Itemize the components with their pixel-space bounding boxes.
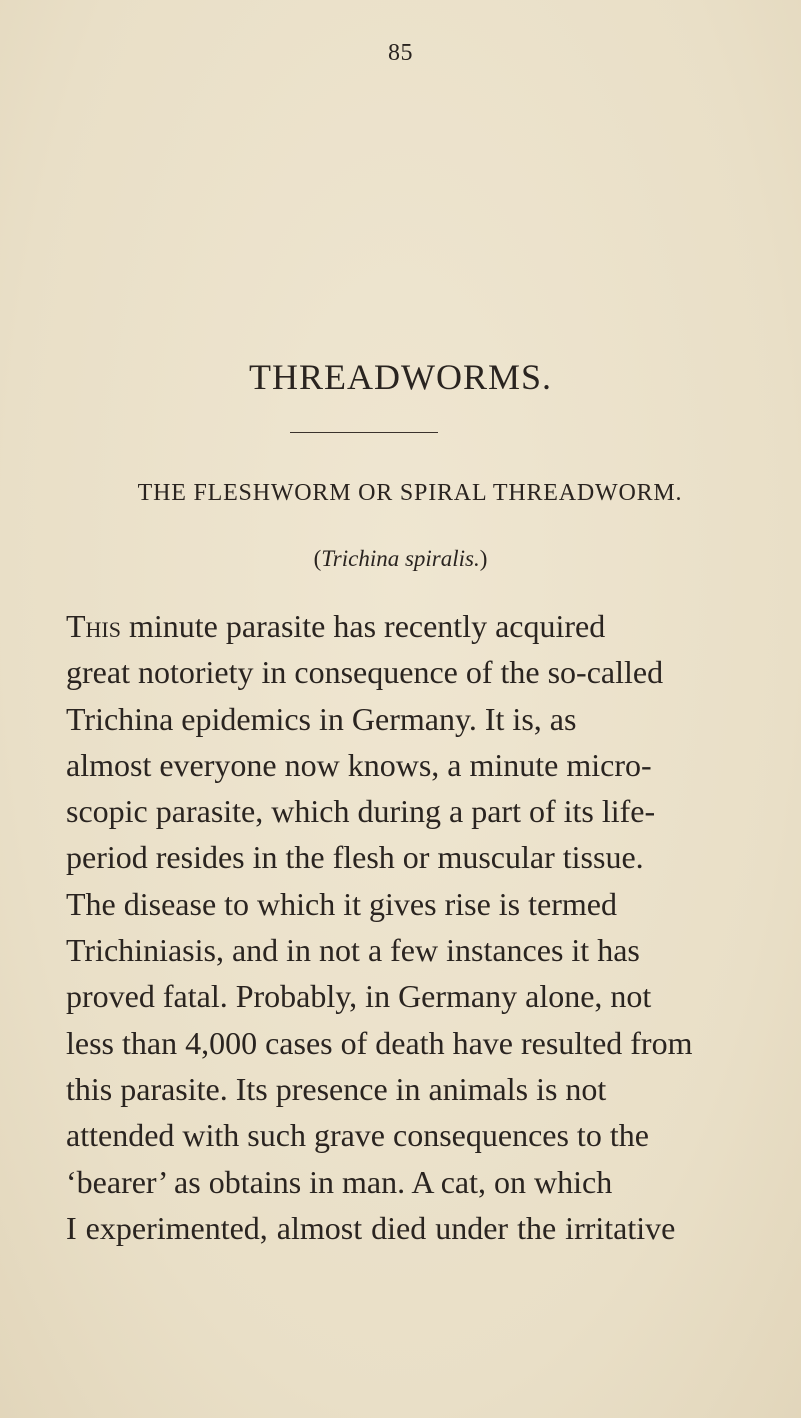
text-line: this parasite. Its presence in animals is not — [66, 1070, 607, 1107]
text-line: great notoriety in consequence of the so-called — [66, 654, 664, 691]
chapter-title: THREADWORMS. — [248, 357, 552, 397]
scientific-name — [0, 546, 801, 572]
page-number: 85 — [388, 40, 413, 66]
text-line: period resides in the flesh or muscular tissue. — [66, 839, 644, 876]
paren-open: ( — [313, 546, 322, 571]
text-line: proved fatal. Probably, in Germany alone, not — [66, 978, 652, 1015]
text-line: I experimented, almost died under the irritative — [66, 1209, 676, 1246]
scientific-name-italic: Trichina spiralis. — [321, 546, 480, 571]
paren-close: ) — [479, 546, 488, 571]
text-line: ‘bearer’ as obtains in man. A cat, on which — [66, 1163, 613, 1200]
text-line: Trichiniasis, and in not a few instances it has — [66, 932, 640, 969]
text-line: scopic parasite, which during a part of its life- — [66, 793, 656, 830]
text-line: Trichina epidemics in Germany. It is, as — [66, 700, 577, 737]
text-line — [66, 603, 776, 649]
title-divider — [290, 432, 438, 433]
text-line: less than 4,000 cases of death have resulted from — [66, 1024, 693, 1061]
first-word: This — [66, 608, 121, 644]
section-heading: THE FLESHWORM OR SPIRAL THREADWORM. — [137, 480, 683, 506]
first-line-rest: minute parasite has recently acquired — [121, 608, 606, 644]
body-paragraph — [66, 603, 776, 1251]
text-line: The disease to which it gives rise is termed — [66, 885, 617, 922]
text-line: attended with such grave consequences to the — [66, 1117, 649, 1154]
text-line: almost everyone now knows, a minute micro- — [66, 746, 652, 783]
